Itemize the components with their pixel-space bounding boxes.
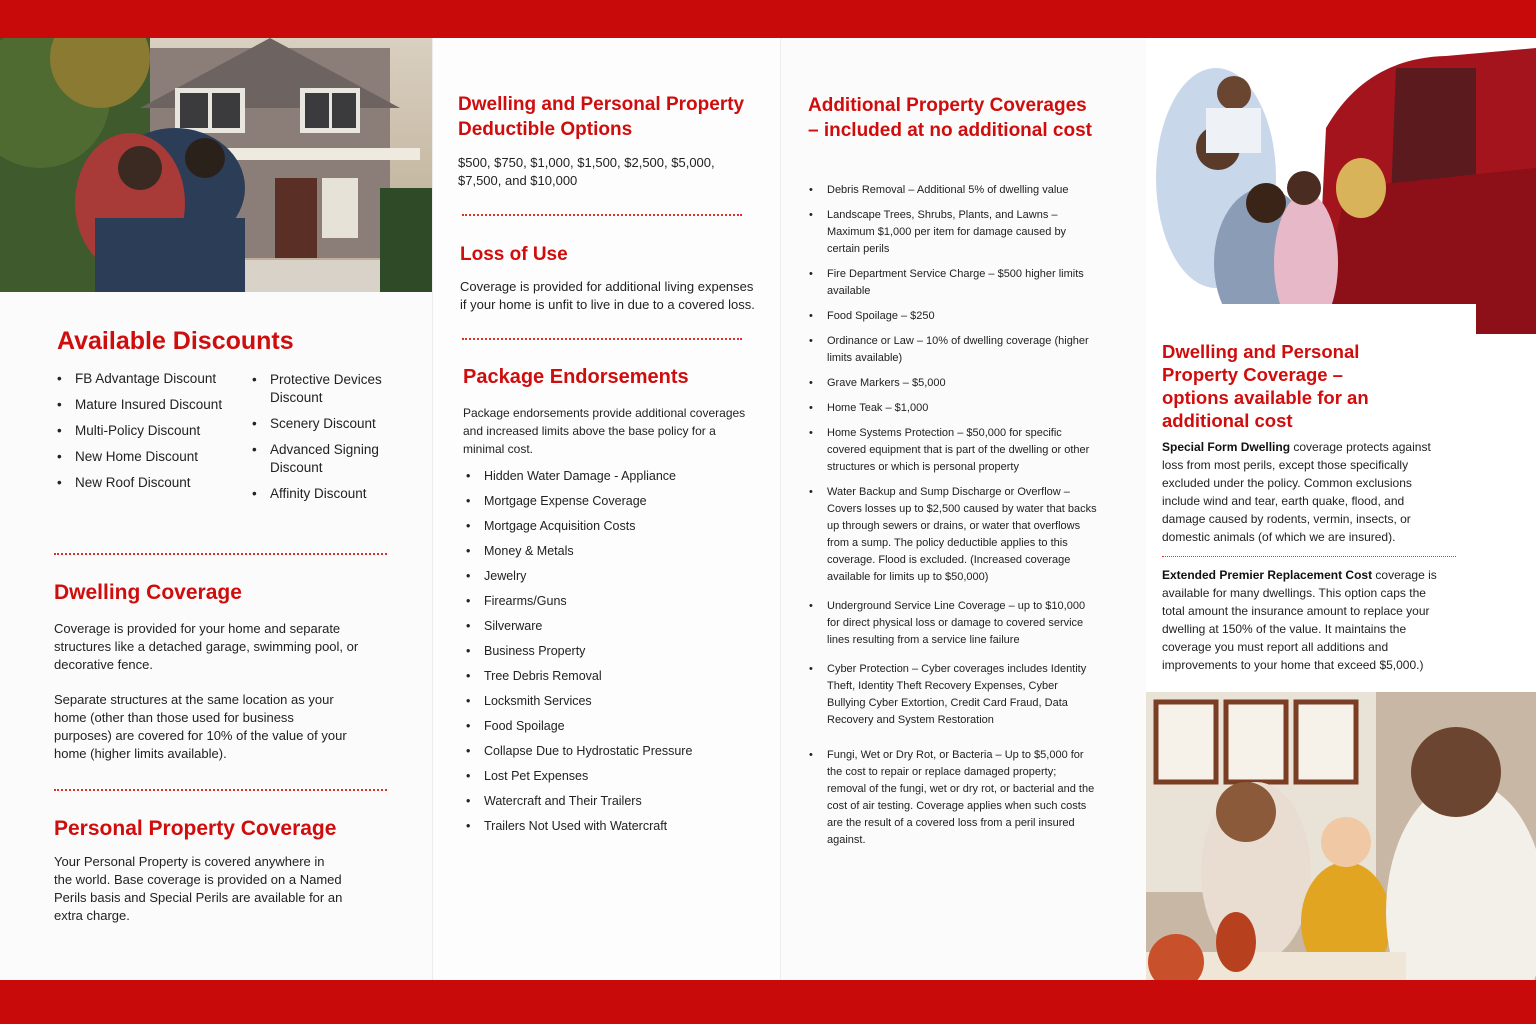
list-item: • Trailers Not Used with Watercraft <box>462 818 762 834</box>
list-item: • Water Backup and Sump Discharge or Overflow – Covers losses up to $2,500 caused by water that backs up through sewers or drains, or water that overflows from a sump. The policy deductible applies to this coverage. Flood is excluded. (Increased coverage available for limits up to $50,000) <box>805 484 1097 586</box>
list-item: • Jewelry <box>462 568 762 584</box>
list-item: • Multi-Policy Discount <box>53 422 223 440</box>
panel-discounts <box>0 38 432 980</box>
package-list <box>462 468 762 843</box>
list-item: • Firearms/Guns <box>462 593 762 609</box>
list-item: • Underground Service Line Coverage – up to $10,000 for direct physical loss or damage to covered service lines resulting from a service line failure <box>805 598 1097 649</box>
special-form-text <box>1162 438 1442 546</box>
discounts-list-right <box>248 371 398 511</box>
dwelling-text-2: Separate structures at the same location as your home (other than those used for business purposes) are covered for 10% of the value of your home (higher limits available). <box>54 692 347 761</box>
top-red-band <box>0 0 1536 38</box>
list-item: • Silverware <box>462 618 762 634</box>
couple-house-photo <box>0 38 432 292</box>
list-item: • Home Teak – $1,000 <box>805 400 1097 417</box>
list-item: • Business Property <box>462 643 762 659</box>
options-title: Dwelling and Personal Property Coverage – options available for an additional cost <box>1162 341 1369 431</box>
list-item: • Tree Debris Removal <box>462 668 762 684</box>
package-intro: Package endorsements provide additional coverages and increased limits above the base policy for a minimal cost. <box>463 406 746 456</box>
deductible-text: $500, $750, $1,000, $1,500, $2,500, $5,000, $7,500, and $10,000 <box>458 155 715 188</box>
list-item: • Mortgage Expense Coverage <box>462 493 762 509</box>
deductible-title: Dwelling and Personal Property Deductible Options <box>458 94 745 140</box>
divider <box>54 789 387 791</box>
list-item: • FB Advantage Discount <box>53 370 223 388</box>
list-item: • Cyber Protection – Cyber coverages includes Identity Theft, Identity Theft Recovery Expenses, Cyber Bullying Cyber Extortion, Credit Card Fraud, Data Recovery and System Restoration <box>805 661 1097 729</box>
extended-replacement-text <box>1162 566 1447 674</box>
list-item: • Grave Markers – $5,000 <box>805 375 1097 392</box>
list-item: • Fungi, Wet or Dry Rot, or Bacteria – Up to $5,000 for the cost to repair or replace damaged property; removal of the fungi, wet or dry rot, or bacterial and the cost of air testing. Coverage applies when such costs are the result of a covered loss from a peril insured against. <box>805 747 1097 849</box>
extended-replacement-body: coverage is available for many dwellings. This option caps the total amount the insurance amount to replace your dwelling at 150% of the value. It maintains the coverage you must report all additions and improvements to your home that exceed $5,000.) <box>1162 568 1437 672</box>
bottom-red-band <box>0 980 1536 1024</box>
divider <box>1162 556 1456 557</box>
list-item: • Locksmith Services <box>462 693 762 709</box>
list-item: • Mortgage Acquisition Costs <box>462 518 762 534</box>
personal-property-text: Your Personal Property is covered anywhere in the world. Base coverage is provided on a Named Perils basis and Special Perils are available for an extra charge. <box>54 854 343 923</box>
family-truck-photo <box>1146 38 1536 334</box>
divider <box>462 338 742 340</box>
family-kitchen-photo <box>1146 692 1536 1024</box>
list-item: • Debris Removal – Additional 5% of dwelling value <box>805 182 1097 199</box>
loss-of-use-text: Coverage is provided for additional living expenses if your home is unfit to live in due to a covered loss. <box>460 279 755 312</box>
list-item: • Home Systems Protection – $50,000 for specific covered equipment that is part of the dwelling or other structures or which is personal property <box>805 425 1097 476</box>
package-title: Package Endorsements <box>463 366 689 388</box>
list-item: • New Roof Discount <box>53 474 223 492</box>
discounts-list-left <box>53 370 223 500</box>
special-form-body: coverage protects against loss from most perils, except those specifically excluded under the policy. Common exclusions include wind and tear, earth quake, flood, and damage caused by rodents, vermin, insects, or domestic animals (of which we are insured). <box>1162 440 1431 544</box>
dwelling-text-1: Coverage is provided for your home and separate structures like a detached garage, swimming pool, or decorative fence. <box>54 621 359 672</box>
list-item: • Hidden Water Damage - Appliance <box>462 468 762 484</box>
personal-property-title: Personal Property Coverage <box>54 817 337 840</box>
divider <box>462 214 742 216</box>
extended-replacement-lead: Extended Premier Replacement Cost <box>1162 568 1373 582</box>
list-item: • Fire Department Service Charge – $500 higher limits available <box>805 266 1097 300</box>
list-item: • Affinity Discount <box>248 485 398 503</box>
divider <box>54 553 387 555</box>
list-item: • Food Spoilage – $250 <box>805 308 1097 325</box>
list-item: • Protective Devices Discount <box>248 371 398 407</box>
loss-of-use-title: Loss of Use <box>460 244 568 265</box>
list-item: • Watercraft and Their Trailers <box>462 793 762 809</box>
list-item: • Lost Pet Expenses <box>462 768 762 784</box>
list-item: • Landscape Trees, Shrubs, Plants, and Lawns – Maximum $1,000 per item for damage caused by certain perils <box>805 207 1097 258</box>
dwelling-title: Dwelling Coverage <box>54 581 242 604</box>
list-item: • Collapse Due to Hydrostatic Pressure <box>462 743 762 759</box>
list-item: • Ordinance or Law – 10% of dwelling coverage (higher limits available) <box>805 333 1097 367</box>
additional-list <box>805 182 1097 857</box>
list-item: • Scenery Discount <box>248 415 398 433</box>
special-form-lead: Special Form Dwelling <box>1162 440 1291 454</box>
discounts-title: Available Discounts <box>57 327 294 355</box>
list-item: • Money & Metals <box>462 543 762 559</box>
panel-additional-coverages <box>780 38 1146 980</box>
list-item: • Food Spoilage <box>462 718 762 734</box>
additional-title: Additional Property Coverages – included at no additional cost <box>808 95 1092 141</box>
list-item: • Mature Insured Discount <box>53 396 223 414</box>
list-item: • Advanced Signing Discount <box>248 441 398 477</box>
panel-options <box>1146 38 1536 980</box>
list-item: • New Home Discount <box>53 448 223 466</box>
panel-deductibles <box>432 38 780 980</box>
